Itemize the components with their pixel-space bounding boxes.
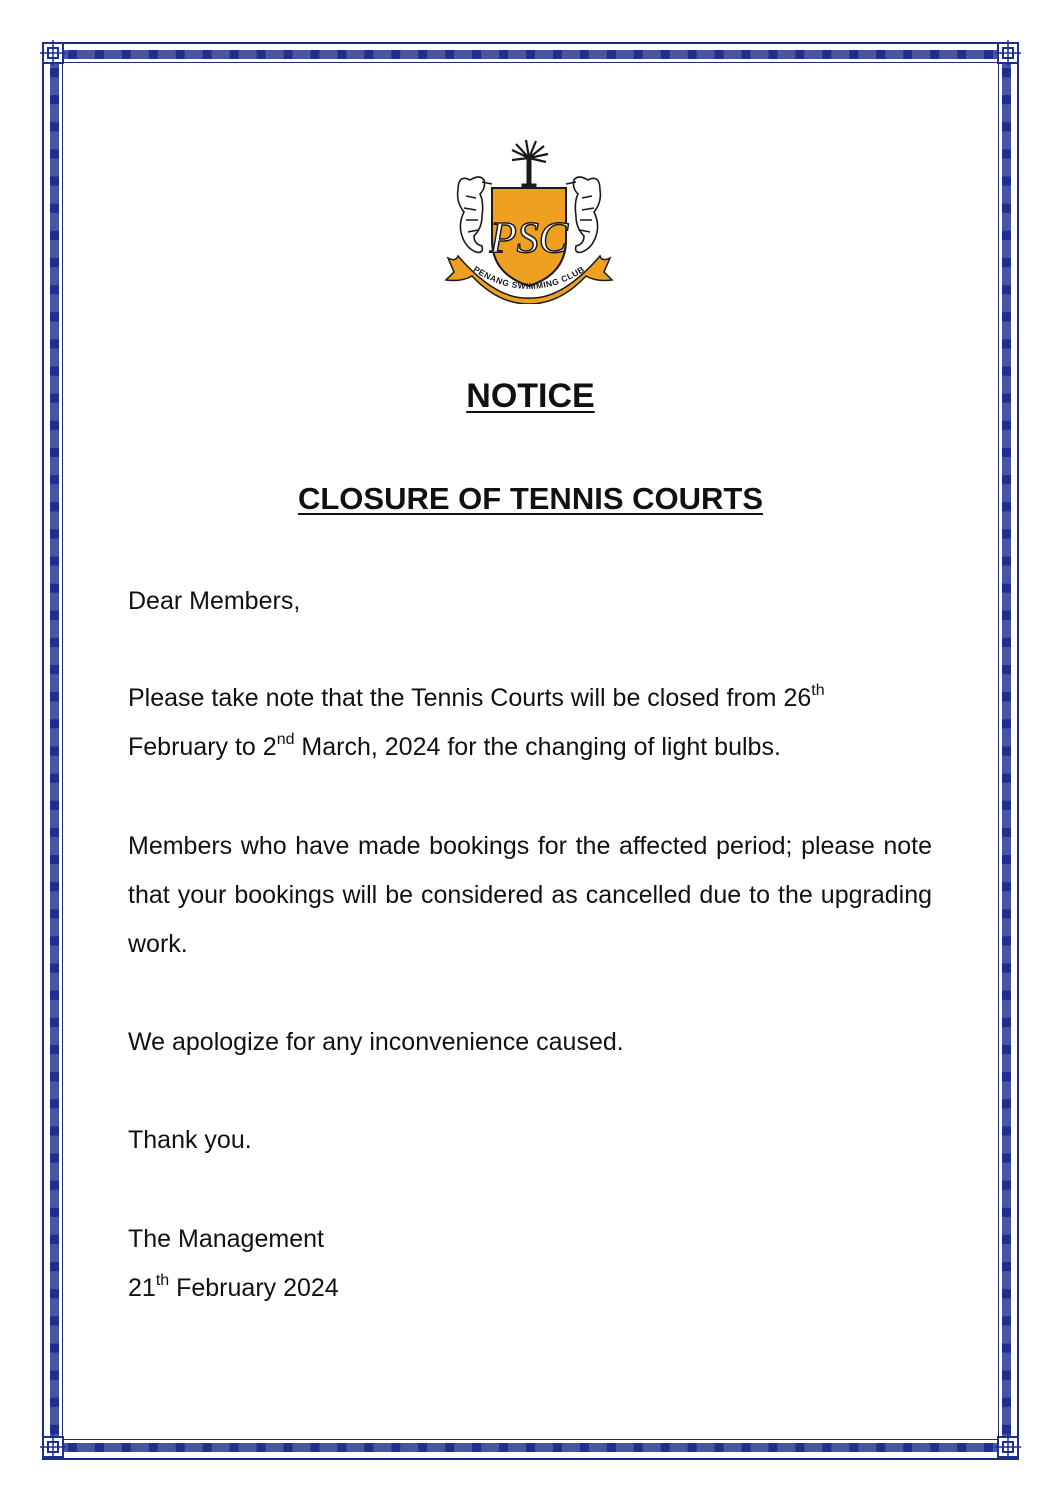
ordinal-suffix: th [811, 682, 825, 699]
closure-text-part: Please take note that the Tennis Courts will be closed from 26 [128, 684, 812, 712]
notice-title: NOTICE [466, 377, 595, 415]
seahorse-icon [566, 177, 600, 252]
club-crest-logo [436, 140, 622, 304]
crest-ribbon-text: PENANG SWIMMING CLUB [471, 263, 587, 292]
border-corner-ornament [995, 1434, 1021, 1460]
signoff-block [128, 1215, 932, 1313]
palm-tree-icon [512, 140, 548, 187]
border-corner-ornament [40, 40, 66, 66]
salutation: Dear Members, [128, 587, 301, 615]
notice-date-day: 21 [128, 1274, 156, 1302]
bookings-paragraph: Members who have made bookings for the affected period; please note that your bookings will be considered as cancelled due to the upgrading work. [128, 832, 932, 958]
seahorse-icon [458, 177, 492, 252]
notice-subtitle: CLOSURE OF TENNIS COURTS [297, 481, 763, 516]
signature: The Management [128, 1225, 324, 1253]
ordinal-suffix: nd [276, 731, 295, 748]
border-corner-ornament [995, 40, 1021, 66]
thank-you-line: Thank you. [128, 1126, 252, 1154]
closure-text-part: February to 2 [128, 733, 277, 761]
notice-date-rest: February 2024 [169, 1274, 339, 1302]
closure-text-part: March, 2024 for the changing of light bulbs. [294, 733, 781, 761]
closure-paragraph [128, 674, 932, 772]
apology-paragraph: We apologize for any inconvenience caused. [128, 1028, 624, 1056]
ordinal-suffix: th [155, 1272, 170, 1289]
crest-monogram: PSC [489, 213, 569, 262]
border-corner-ornament [40, 1434, 66, 1460]
